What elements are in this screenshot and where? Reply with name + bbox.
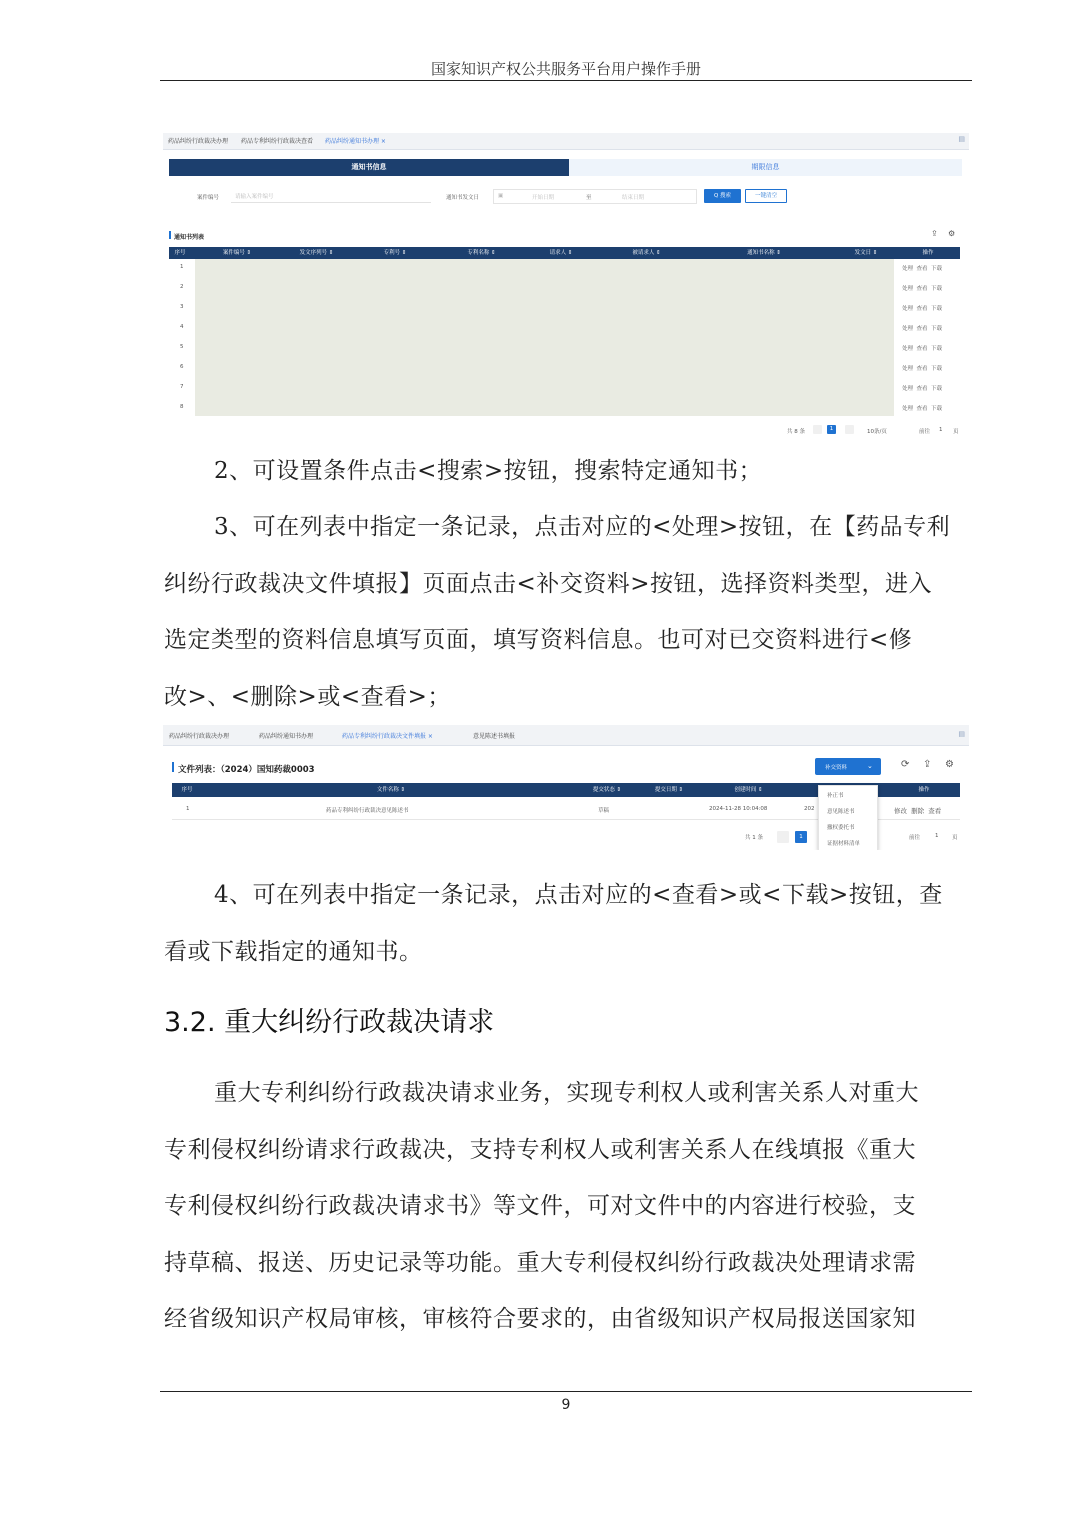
section-heading (164, 1000, 494, 1039)
menu-item-correction[interactable]: 补正书 (827, 793, 844, 799)
settings-icon[interactable]: ⚙ (948, 229, 956, 238)
settings-icon[interactable]: ⚙ (945, 759, 954, 770)
download-link[interactable]: 下载 (931, 266, 943, 272)
list-title-marker (172, 762, 174, 772)
page-size-select[interactable]: 10条/页 (867, 429, 887, 435)
page-1-button[interactable]: 1 (827, 425, 836, 434)
view-link[interactable]: 查看 (928, 807, 942, 815)
table-row: 5 处理 查看 下载 (180, 344, 943, 352)
process-link[interactable]: 处理 (902, 286, 914, 292)
tab-bar (163, 133, 969, 150)
pager-total: 共 8 条 (787, 429, 805, 435)
next-page-button[interactable] (845, 425, 854, 434)
table-row: 1 药品专利纠纷行政裁决意见陈述书 草稿 2024-11-28 10:04:08 202 修改 删除 查看 (172, 803, 960, 820)
goto-input[interactable]: 1 (939, 427, 943, 433)
menu-item-evidence-list[interactable]: 证据材料清单 (827, 841, 861, 847)
process-link[interactable]: 处理 (902, 326, 914, 332)
page-header-title: 国家知识产权公共服务平台用户操作手册 (430, 60, 701, 78)
download-link[interactable]: 下载 (931, 306, 943, 312)
file-table-header: 序号 文件名称 ⇕ 提交状态 ⇕ 提交日期 ⇕ 创建时间 ⇕ 操作 (172, 783, 960, 797)
page-unit: 页 (952, 835, 958, 841)
list-title-marker (169, 231, 171, 239)
case-number-label: 案件编号 (197, 195, 220, 201)
export-icon[interactable]: ⇪ (923, 759, 932, 770)
download-link[interactable]: 下载 (931, 366, 943, 372)
process-link[interactable]: 处理 (902, 366, 914, 372)
step-4-paragraph: 4、可在列表中指定一条记录，点击对应的<查看>或<下载>按钮，查 看或下载指定的通知书。 (164, 882, 943, 965)
notice-list-title: 通知书列表 (174, 234, 205, 241)
table-row: 8 处理 查看 下载 (180, 404, 943, 412)
page-1-button[interactable]: 1 (795, 831, 807, 843)
screenshot-notice-list (163, 133, 969, 438)
download-link[interactable]: 下载 (931, 386, 943, 392)
page-number: 9 (561, 1397, 571, 1413)
tab-file-fill[interactable]: 药品专利纠纷行政裁决文件填报 × (342, 733, 433, 740)
edit-link[interactable]: 修改 (894, 807, 907, 815)
view-link[interactable]: 查看 (916, 386, 928, 392)
pager-total: 共 1 条 (745, 835, 763, 841)
table-row: 1 处理 查看 下载 (180, 264, 943, 272)
section-number: 3.2. (164, 1007, 216, 1038)
clear-button[interactable]: 一键清空 (745, 189, 787, 203)
download-link[interactable]: 下载 (931, 326, 943, 332)
refresh-icon[interactable]: ⟳ (901, 759, 910, 770)
supplement-materials-button[interactable]: 补交资料 ⌄ (815, 758, 881, 775)
header-divider (160, 80, 972, 81)
view-link[interactable]: 查看 (916, 346, 928, 352)
step-3-paragraph: 3、可在列表中指定一条记录，点击对应的<处理>按钮，在【药品专利 纠纷行政裁决文件填报】页面点击<补交资料>按钮，选择资料类型，进入 选定类型的资料信息填写页面，填写资料信息。也可对已交资料进行<修 改>、<删除>或<查看>； (164, 514, 951, 710)
table-row: 4 处理 查看 下载 (180, 324, 943, 332)
menu-item-opinion[interactable]: 意见陈述书 (827, 809, 855, 815)
process-link[interactable]: 处理 (902, 406, 914, 412)
supplement-type-menu (818, 785, 878, 850)
process-link[interactable]: 处理 (902, 386, 914, 392)
page-unit: 页 (953, 429, 959, 435)
screenshot-file-list (163, 725, 969, 850)
goto-input[interactable]: 1 (935, 833, 939, 839)
menu-item-revoke-power[interactable]: 撤权委托书 (827, 825, 855, 831)
tab-notice-handle[interactable]: 药品纠纷通知书办理 × (325, 138, 386, 145)
panel-tab-notice-info[interactable]: 通知书信息 (169, 159, 569, 176)
calendar-icon: ▣ (498, 193, 504, 199)
download-link[interactable]: 下载 (931, 286, 943, 292)
table-row: 6 处理 查看 下载 (180, 364, 943, 372)
process-link[interactable]: 处理 (902, 266, 914, 272)
file-created: 2024-11-28 10:04:08 (709, 806, 768, 812)
tab-bar (163, 725, 969, 746)
view-link[interactable]: 查看 (916, 306, 928, 312)
delete-link[interactable]: 删除 (911, 807, 925, 815)
goto-label: 前往 (909, 835, 921, 841)
download-link[interactable]: 下载 (931, 406, 943, 412)
view-link[interactable]: 查看 (916, 366, 928, 372)
table-row: 7 处理 查看 下载 (180, 384, 943, 392)
step-2-paragraph: 2、可设置条件点击<搜索>按钮，搜索特定通知书； (214, 458, 763, 484)
export-icon[interactable]: ⇪ (931, 229, 938, 238)
notice-table-header: 序号 案件编号 ⇕ 发文序列号 ⇕ 专利号 ⇕ 专利名称 ⇕ 请求人 ⇕ 被请求人 ⇕ 通知书名称 ⇕ 发文日 ⇕ 操作 (169, 247, 960, 259)
view-link[interactable]: 查看 (916, 326, 928, 332)
prev-page-button[interactable] (813, 425, 822, 434)
panel-tab-deadline-info[interactable]: 期限信息 (569, 159, 962, 176)
case-number-input[interactable]: 请输入案件编号 (231, 189, 431, 203)
search-button[interactable]: Q 搜索 (704, 189, 741, 203)
view-link[interactable]: 查看 (916, 406, 928, 412)
footer-divider (160, 1391, 972, 1392)
process-link[interactable]: 处理 (902, 346, 914, 352)
tab-admin-ruling[interactable]: 药品纠纷行政裁决办理 (169, 733, 230, 740)
tab-notice-handle[interactable]: 药品纠纷通知书办理 (259, 733, 314, 740)
table-row: 2 处理 查看 下载 (180, 284, 943, 292)
section-title: 重大纠纷行政裁决请求 (224, 1007, 495, 1038)
prev-page-button[interactable] (777, 831, 789, 843)
file-list-title: 文件列表：（2024）国知药裁0003 (178, 765, 315, 775)
process-link[interactable]: 处理 (902, 306, 914, 312)
chevron-down-icon: ⌄ (867, 762, 873, 770)
download-link[interactable]: 下载 (931, 346, 943, 352)
view-link[interactable]: 查看 (916, 266, 928, 272)
notice-date-label: 通知书发文日 (446, 195, 480, 201)
section-intro-paragraph: 重大专利纠纷行政裁决请求业务，实现专利权人或利害关系人对重大 专利侵权纠纷请求行政裁决，支持专利权人或利害关系人在线填报《重大 专利侵权纠纷行政裁决请求书》等文件，可对文件中的内容进行校验，支 持草稿、报送、历史记录等功能。重大专利侵权纠纷行政裁决处理请求需 经省级知识产权局审核，审核符合要求的，由省级知识产权局报送国家知 (164, 1080, 919, 1332)
notice-date-range[interactable]: ▣ 开始日期 至 结束日期 (493, 189, 697, 204)
tab-ruling-view[interactable]: 药品专利纠纷行政裁决查看 (241, 138, 314, 145)
file-status: 草稿 (598, 808, 610, 814)
goto-label: 前往 (919, 429, 931, 435)
file-name: 药品专利纠纷行政裁决意见陈述书 (326, 808, 409, 814)
view-link[interactable]: 查看 (916, 286, 928, 292)
tab-admin-ruling[interactable]: 药品纠纷行政裁决办理 (168, 138, 229, 145)
table-row: 3 处理 查看 下载 (180, 304, 943, 312)
menu-icon[interactable]: ▤ (958, 135, 965, 143)
tab-opinion-fill[interactable]: 意见陈述书填报 (473, 733, 516, 740)
menu-icon[interactable]: ▤ (958, 730, 965, 738)
